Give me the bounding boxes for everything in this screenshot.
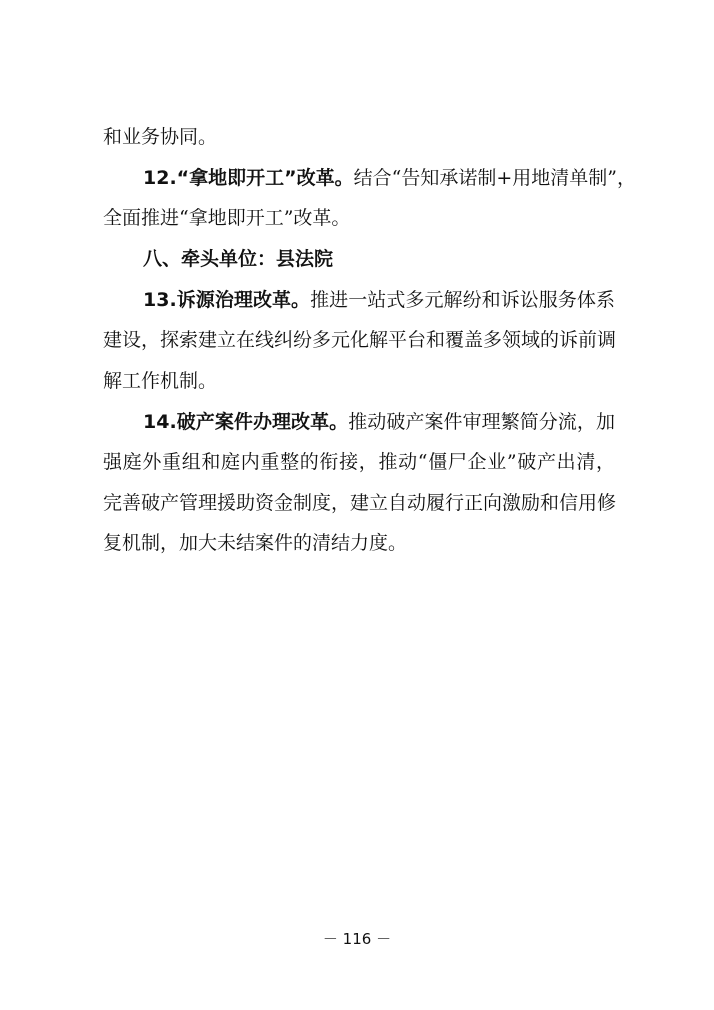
paragraph-14-text: 推动破产案件审理繁简分流，加	[348, 411, 615, 433]
paragraph-12-text: 结合“告知承诺制+用地清单制”，	[353, 167, 636, 189]
paragraph-line	[103, 124, 615, 150]
page-number: － 116 －	[322, 930, 392, 948]
paragraph-14-line-4	[103, 530, 615, 556]
paragraph-12-line-2	[103, 205, 615, 231]
paragraph-13-title: 13.诉源治理改革。	[143, 289, 311, 311]
paragraph-13-line-2	[103, 327, 615, 353]
paragraph-14-title: 14.破产案件办理改革。	[143, 411, 349, 433]
paragraph-14-text: 强庭外重组和庭内重整的衔接，推动“僵尸企业”破产出清，	[103, 451, 615, 473]
paragraph-12-text: 全面推进“拿地即开工”改革。	[103, 207, 351, 229]
paragraph-14-line-3	[103, 490, 615, 516]
paragraph-14-text: 复机制，加大未结案件的清结力度。	[103, 532, 408, 554]
paragraph-13-line-3	[103, 368, 615, 394]
paragraph-13-line-1	[143, 287, 615, 313]
paragraph-14-line-1	[143, 409, 615, 435]
paragraph-text: 和业务协同。	[103, 126, 218, 148]
section-heading	[143, 246, 615, 272]
paragraph-13-text: 解工作机制。	[103, 370, 218, 392]
paragraph-12-title: 12.“拿地即开工”改革。	[143, 167, 354, 189]
paragraph-12-line-1	[143, 165, 636, 191]
paragraph-14-text: 完善破产管理援助资金制度，建立自动履行正向激励和信用修	[103, 492, 617, 514]
paragraph-13-text: 建设，探索建立在线纠纷多元化解平台和覆盖多领域的诉前调	[103, 329, 617, 351]
paragraph-13-text: 推进一站式多元解纷和诉讼服务体系	[310, 289, 615, 311]
paragraph-14-line-2	[103, 449, 615, 475]
section-heading-text: 八、牵头单位：县法院	[143, 248, 334, 270]
